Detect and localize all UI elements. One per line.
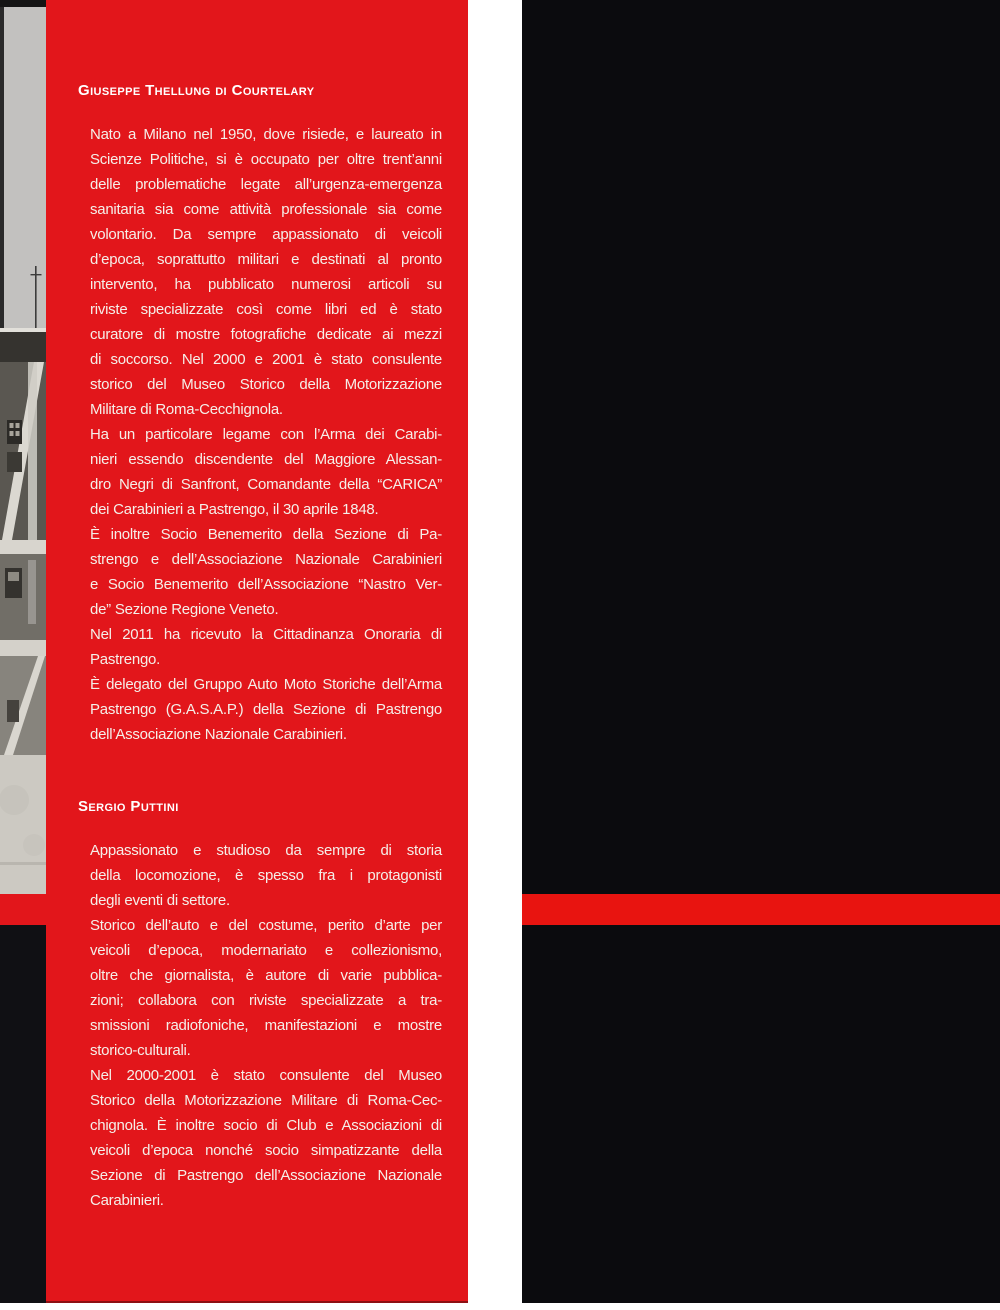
bio-text-line: oltre che giornalista, è autore di varie pubblica- — [90, 967, 442, 984]
bio-text-line: d’epoca, soprattutto militari e destinati al pronto — [90, 251, 442, 268]
bio-text-line: sanitaria sia come attività professionale sia come — [90, 201, 443, 218]
bio-text-line: dei Carabinieri a Pastrengo, il 30 aprile 1848. — [90, 501, 379, 518]
bio-text-line: strengo e dell’Associazione Nazionale Carabinieri — [90, 551, 442, 568]
bio-text-line: Ha un particolare legame con l’Arma dei Carabi- — [90, 426, 443, 443]
bio-text-line: Militare di Roma-Cecchignola. — [90, 401, 283, 418]
bio-text-line: volontario. Da sempre appassionato di veicoli — [90, 226, 442, 243]
author-heading-text: Sergio Puttini — [78, 798, 179, 815]
bio-text-line: Pastrengo. — [90, 651, 161, 668]
bio-text-line: veicoli d’epoca, modernariato e collezionismo, — [90, 942, 443, 959]
bio-text-line: storico del Museo Storico della Motorizzazione — [90, 376, 443, 393]
building-photo-graphic — [0, 0, 46, 895]
bio-text-line: Pastrengo (G.A.S.A.P.) della Sezione di Pastrengo — [90, 701, 442, 718]
bio-text-line: Scienze Politiche, si è occupato per oltre trent’anni — [90, 151, 442, 168]
bio-text-line: Nel 2011 ha ricevuto la Cittadinanza Onoraria di — [90, 626, 443, 643]
bio-section-sergio-puttini — [78, 798, 443, 1213]
bio-text-line: Storico dell’auto e del costume, perito d’arte per — [90, 917, 443, 934]
bio-text-line: de” Sezione Regione Veneto. — [90, 601, 279, 618]
bio-text-line: chignola. È inoltre socio di Club e Associazioni di — [90, 1117, 442, 1134]
author-heading-sergio-puttini — [78, 798, 442, 816]
left-black-strip — [0, 925, 46, 1303]
author-heading-giuseppe-thellung — [78, 82, 442, 100]
bio-text-line: dro Negri di Sanfront, Comandante della “CARICA” — [90, 476, 442, 493]
black-cover-panel — [522, 0, 1000, 1303]
bio-text-line: È inoltre Socio Benemerito della Sezione di Pa- — [90, 526, 443, 543]
bio-text-line: Nato a Milano nel 1950, dove risiede, e laureato in — [90, 126, 442, 143]
bio-text-line: Carabinieri. — [90, 1192, 164, 1209]
bio-text-line: Nel 2000-2001 è stato consulente del Museo — [90, 1067, 443, 1084]
bio-text-line: riviste specializzate così come libri ed è stato — [90, 301, 442, 318]
bio-text-line: storico-culturali. — [90, 1042, 191, 1059]
bio-text-line: intervento, ha pubblicato numerosi articoli su — [90, 276, 442, 293]
bio-text-line: nieri essendo discendente del Maggiore Alessan- — [90, 451, 443, 468]
left-red-band — [0, 894, 46, 925]
bio-text-line: degli eventi di settore. — [90, 892, 230, 909]
bio-body-giuseppe-thellung — [90, 122, 442, 747]
bio-text-line: veicoli d’epoca nonché socio simpatizzante della — [90, 1142, 442, 1159]
bio-text-line: e Socio Benemerito dell’Associazione “Nastro Ver- — [90, 576, 443, 593]
bio-text-line: dell’Associazione Nazionale Carabinieri. — [90, 726, 347, 743]
building-photo — [0, 0, 46, 895]
red-stripe — [522, 894, 1000, 925]
bio-text-line: di soccorso. Nel 2000 e 2001 è stato consulente — [90, 351, 442, 368]
bio-text-line: della locomozione, è spesso fra i protagonisti — [90, 867, 442, 884]
bio-text-line: delle problematiche legate all’urgenza-emergenza — [90, 176, 442, 193]
red-bio-panel — [46, 0, 468, 1303]
bio-text-line: Storico della Motorizzazione Militare di Roma-Cec- — [90, 1092, 442, 1109]
bio-text-line: Appassionato e studioso da sempre di storia — [90, 842, 442, 859]
bio-text-line: smissioni radiofoniche, manifestazioni e mostre — [90, 1017, 442, 1034]
bio-text-line: Sezione di Pastrengo dell’Associazione Nazionale — [90, 1167, 442, 1184]
bio-text-line: È delegato del Gruppo Auto Moto Storiche dell’Arma — [90, 676, 443, 693]
bio-section-giuseppe-thellung — [78, 82, 443, 747]
author-heading-text: Giuseppe Thellung di Courtelary — [78, 82, 315, 99]
bio-body-sergio-puttini — [90, 838, 442, 1213]
bio-text-line: zioni; collabora con riviste specializzate a tra- — [90, 992, 443, 1009]
bio-text-line: curatore di mostre fotografiche dedicate ai mezzi — [90, 326, 442, 343]
